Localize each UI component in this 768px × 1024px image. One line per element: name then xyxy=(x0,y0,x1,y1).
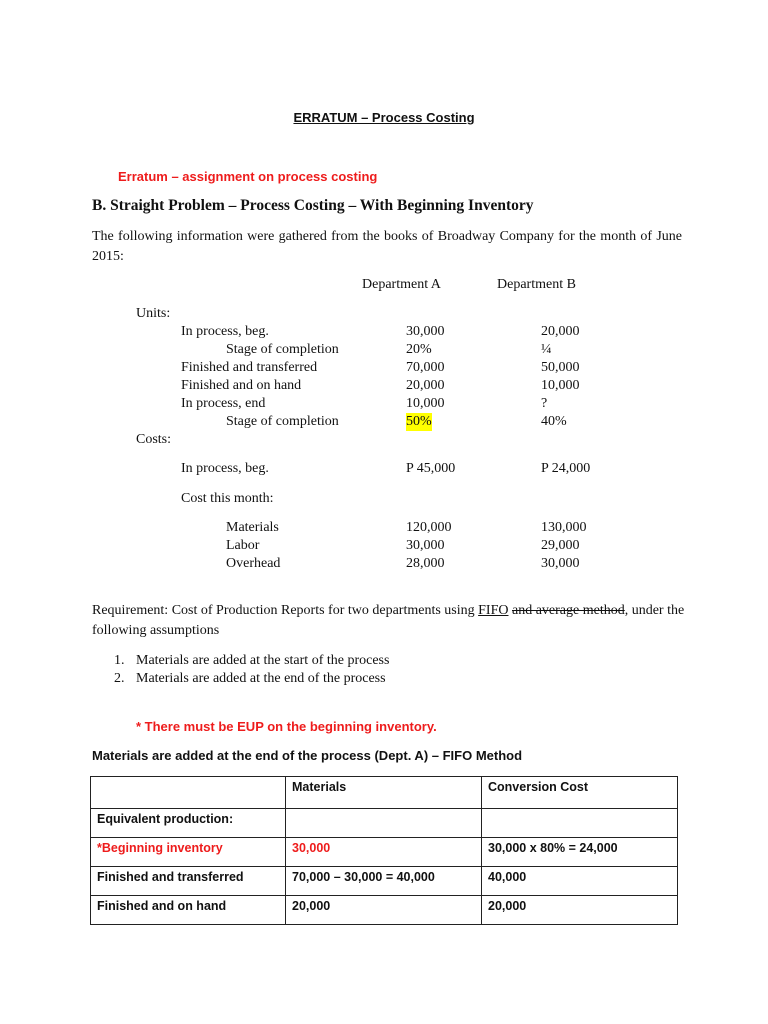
table-row xyxy=(91,867,678,896)
column-header-dept-b: Department B xyxy=(497,277,576,292)
units-row-value-a: 30,000 xyxy=(406,324,445,339)
table-cell: 20,000 xyxy=(482,896,678,925)
table-row xyxy=(91,896,678,925)
table-cell: 30,000 x 80% = 24,000 xyxy=(482,838,678,867)
table-row xyxy=(91,838,678,867)
cost-this-month-label: Cost this month: xyxy=(181,491,274,506)
table-cell: Equivalent production: xyxy=(91,809,286,838)
costs-beg-value-b: P 24,000 xyxy=(541,461,591,476)
units-row-label: Stage of completion xyxy=(226,414,339,429)
cost-row-value-a: 30,000 xyxy=(406,538,445,553)
units-row-value-a: 70,000 xyxy=(406,360,445,375)
units-label: Units: xyxy=(136,306,171,321)
table-cell: Finished and on hand xyxy=(91,896,286,925)
table-cell: 70,000 – 30,000 = 40,000 xyxy=(286,867,482,896)
units-row-value-b: 10,000 xyxy=(541,378,580,393)
units-row-value-b: 50,000 xyxy=(541,360,580,375)
cost-row-value-b: 130,000 xyxy=(541,520,587,535)
units-row-label: Finished and on hand xyxy=(181,378,302,393)
section-heading: B. Straight Problem – Process Costing – With Beginning Inventory xyxy=(92,197,534,214)
table-cell xyxy=(286,809,482,838)
cost-row-label: Overhead xyxy=(226,556,281,571)
cost-row-value-b: 29,000 xyxy=(541,538,580,553)
eup-table xyxy=(90,776,678,925)
units-row-label: In process, end xyxy=(181,396,266,411)
units-row-value-b: ? xyxy=(541,396,548,411)
erratum-heading: Erratum – assignment on process costing xyxy=(118,169,378,184)
costs-label: Costs: xyxy=(136,432,172,447)
costs-beg-label: In process, beg. xyxy=(181,461,269,476)
cost-row-value-a: 28,000 xyxy=(406,556,445,571)
fifo-text: FIFO xyxy=(478,603,509,618)
cost-row-value-a: 120,000 xyxy=(406,520,452,535)
table-title: Materials are added at the end of the process (Dept. A) – FIFO Method xyxy=(92,748,523,763)
units-row-value-a: 10,000 xyxy=(406,396,445,411)
requirement-suffix: , under the following assumptions xyxy=(92,603,685,638)
table-cell: 40,000 xyxy=(482,867,678,896)
list-item-number: 2. xyxy=(114,671,125,686)
list-item: Materials are added at the start of the process xyxy=(136,653,390,668)
list-item: Materials are added at the end of the process xyxy=(136,671,386,686)
costs-beg-value-a: P 45,000 xyxy=(406,461,456,476)
table-cell xyxy=(482,809,678,838)
units-row-label: In process, beg. xyxy=(181,324,269,339)
document-title: ERRATUM – Process Costing xyxy=(293,110,475,125)
table-cell: 20,000 xyxy=(286,896,482,925)
requirement-paragraph xyxy=(92,601,692,641)
table-header-cell: Conversion Cost xyxy=(482,777,678,809)
units-row-value-b: ¼ xyxy=(541,342,552,357)
units-row-value-b: 40% xyxy=(541,414,567,429)
units-row-value-a: 20,000 xyxy=(406,378,445,393)
units-row-label: Stage of completion xyxy=(226,342,339,357)
table-header-cell: Materials xyxy=(286,777,482,809)
units-row-label: Finished and transferred xyxy=(181,360,318,375)
units-row-value-a: 20% xyxy=(406,342,432,357)
cost-row-label: Materials xyxy=(226,520,279,535)
intro-paragraph: The following information were gathered from the books of Broadway Company for the month of June 2015: xyxy=(92,229,682,264)
table-cell: *Beginning inventory xyxy=(91,838,286,867)
struck-text: and average method xyxy=(511,603,625,618)
cost-row-value-b: 30,000 xyxy=(541,556,580,571)
highlighted-value: 50% xyxy=(406,414,432,429)
list-item-number: 1. xyxy=(114,653,125,668)
table-row xyxy=(91,809,678,838)
table-header-cell xyxy=(91,777,286,809)
units-row-value-b: 20,000 xyxy=(541,324,580,339)
table-cell: Finished and transferred xyxy=(91,867,286,896)
eup-note: * There must be EUP on the beginning inventory. xyxy=(136,719,437,734)
requirement-prefix: Requirement: Cost of Production Reports for two departments using xyxy=(92,603,479,618)
column-header-dept-a: Department A xyxy=(362,277,441,292)
table-cell: 30,000 xyxy=(286,838,482,867)
table-header-row xyxy=(91,777,678,809)
cost-row-label: Labor xyxy=(226,538,260,553)
